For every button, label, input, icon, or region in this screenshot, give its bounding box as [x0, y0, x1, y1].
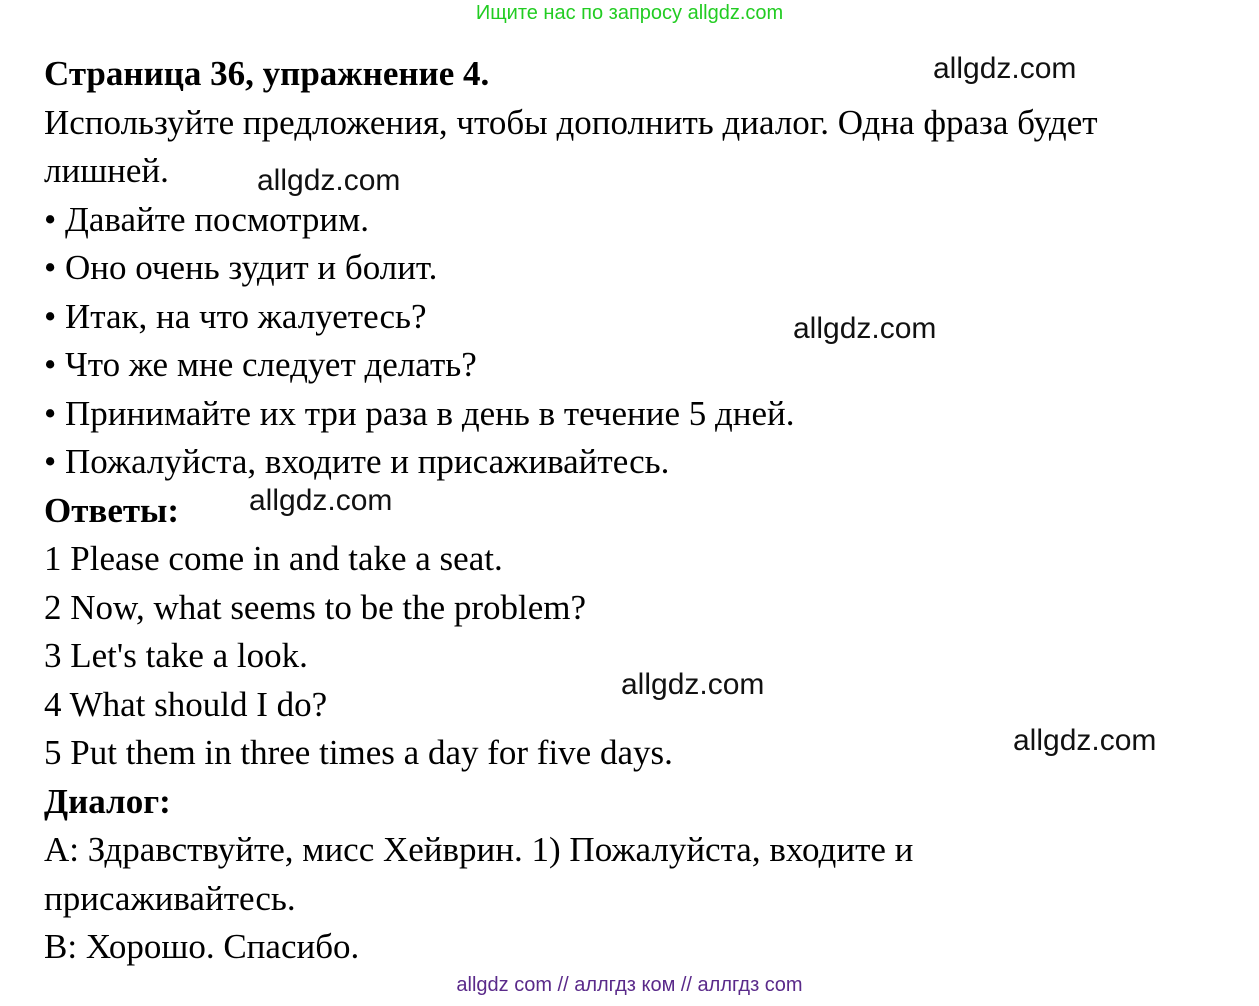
instruction-line-2: лишней. — [44, 151, 169, 190]
phrase-item: • Давайте посмотрим. — [44, 199, 369, 239]
footer-links: allgdz com // аллгдз ком // аллгдз com — [456, 974, 803, 996]
page-title: Страница 36, упражнение 4. — [44, 54, 490, 93]
answer-item: 4 What should I do? — [44, 684, 328, 724]
dialog-line: присаживайтесь. — [44, 878, 296, 918]
dialog-line: В: Хорошо. Спасибо. — [44, 927, 360, 966]
document-content — [44, 50, 1244, 972]
phrase-item: • Итак, на что жалуетесь? — [44, 296, 427, 336]
watermark: allgdz.com — [1013, 724, 1157, 757]
answer-item: 2 Now, what seems to be the problem? — [44, 587, 587, 627]
answers-heading: Ответы: — [44, 490, 180, 530]
phrase-item: • Что же мне следует делать? — [44, 345, 477, 384]
dialog-line: А: Здравствуйте, мисс Хейврин. 1) Пожалуйста, входите и — [44, 830, 914, 869]
answer-item: 3 Let's take a look. — [44, 636, 308, 675]
answer-item: 5 Put them in three times a day for five days. — [44, 733, 673, 772]
watermark: allgdz.com — [257, 164, 401, 197]
instruction-line-1: Используйте предложения, чтобы дополнить диалог. Одна фраза будет — [44, 102, 1098, 142]
watermark: allgdz.com — [621, 668, 765, 701]
dialog-heading: Диалог: — [44, 781, 171, 821]
watermark: allgdz.com — [933, 52, 1077, 85]
phrase-item: • Пожалуйста, входите и присаживайтесь. — [44, 442, 670, 481]
watermark: allgdz.com — [793, 312, 937, 345]
phrase-item: • Оно очень зудит и болит. — [44, 248, 438, 287]
phrase-item: • Принимайте их три раза в день в течение 5 дней. — [44, 393, 795, 433]
watermark: allgdz.com — [249, 484, 393, 517]
answer-item: 1 Please come in and take a seat. — [44, 539, 503, 578]
top-banner: Ищите нас по запросу allgdz.com — [475, 2, 784, 24]
